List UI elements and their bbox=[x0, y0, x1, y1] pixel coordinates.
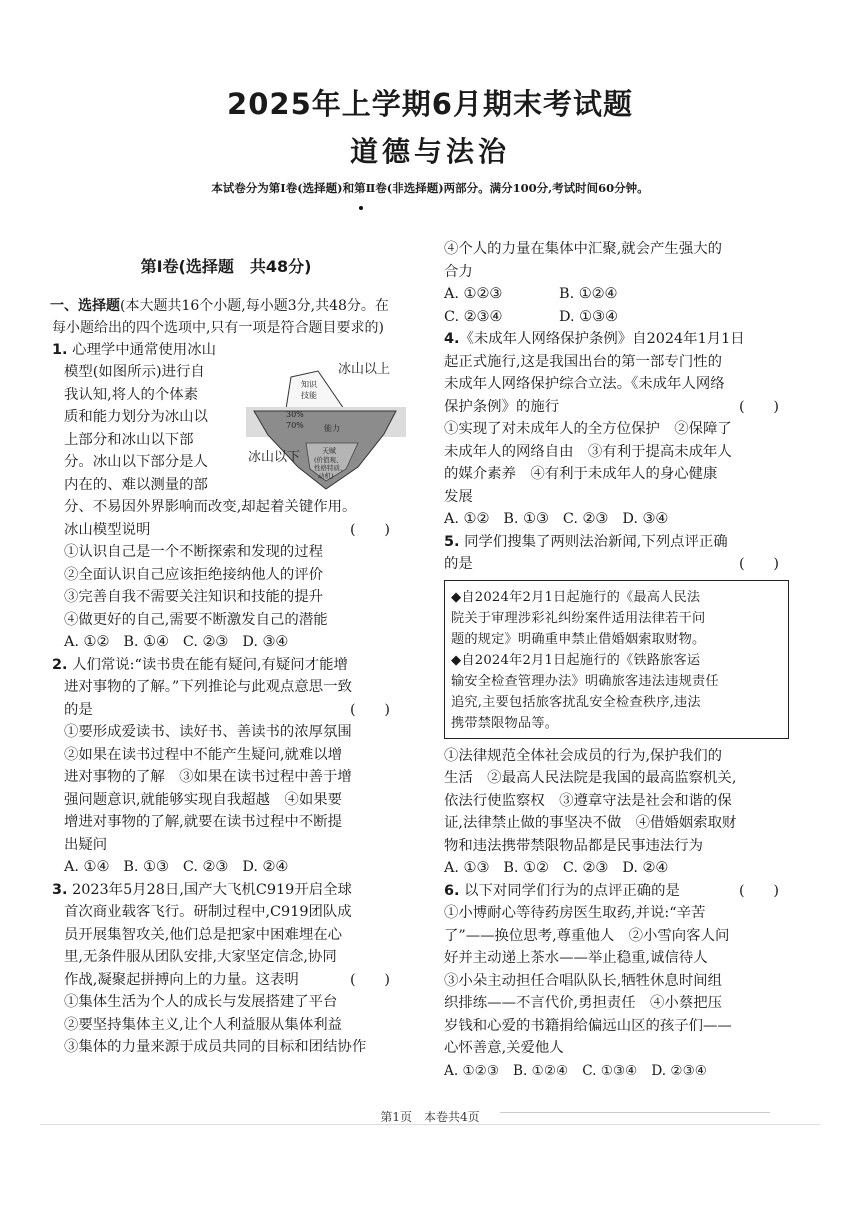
question-4 bbox=[444, 328, 789, 531]
statement: 织排练——不言代价,勇担责任 ④小蔡把压 bbox=[444, 995, 722, 1011]
question-number: 3. bbox=[52, 881, 68, 898]
option-c: C. ②③④ bbox=[444, 308, 503, 325]
question-text: 里,无条件服从团队安排,大家坚定信念,协同 bbox=[64, 949, 337, 965]
question-text: 进对事物的了解。”下列推论与此观点意思一致 bbox=[64, 679, 352, 695]
option-b: B. ①②④ bbox=[559, 286, 618, 302]
label-values: (价值观、 bbox=[314, 455, 343, 464]
options-row bbox=[52, 631, 400, 654]
question-text: 《未成年人网络保护条例》自2024年1月1日 bbox=[459, 331, 745, 347]
options-row bbox=[444, 508, 789, 531]
answer-parentheses: ( ) bbox=[349, 971, 390, 988]
answer-parentheses: ( ) bbox=[738, 882, 779, 899]
answer-parentheses: ( ) bbox=[738, 556, 779, 572]
option-a: A. ①③ bbox=[444, 860, 490, 876]
statement: ①认识自己是一个不断探索和发现的过程 bbox=[64, 544, 324, 560]
option-c: C. ②③ bbox=[562, 511, 609, 527]
option-b: B. ①④ bbox=[123, 634, 169, 650]
question-text: 未成年人网络保护综合立法。《未成年人网络 bbox=[444, 376, 725, 392]
question-text: 作战,凝聚起拼搏向上的力量。这表明 bbox=[64, 971, 299, 988]
question-number: 1. bbox=[52, 341, 68, 358]
label-30pct: 30% bbox=[286, 409, 304, 419]
statement: ①实现了对未成年人的全方位保护 ②保障了 bbox=[444, 421, 732, 437]
news-item-2: ◆自2024年2月1日起施行的《铁路旅客运 bbox=[451, 652, 701, 668]
iceberg-bottom-label: 冰山以下 bbox=[248, 449, 301, 465]
option-c: C. ②③ bbox=[182, 634, 229, 650]
exam-notice: 本试卷分为第Ⅰ卷(选择题)和第Ⅱ卷(非选择题)两部分。满分100分,考试时间60分钟。 bbox=[211, 181, 649, 195]
options-row bbox=[444, 306, 674, 329]
question-text: 的是 bbox=[64, 701, 93, 718]
news-item-1: 院关于审理涉彩礼纠纷案件适用法律若干问 bbox=[451, 610, 706, 626]
option-b: B. ①② bbox=[503, 860, 549, 876]
iceberg-diagram bbox=[246, 349, 406, 499]
option-d: D. ①③④ bbox=[559, 308, 618, 325]
statement: ④做更好的自己,需要不断激发自己的潜能 bbox=[64, 611, 328, 628]
option-d: D. ②③④ bbox=[651, 1062, 707, 1079]
option-a: A. ①②③ bbox=[444, 286, 503, 302]
question-text: 心理学中通常使用冰山 bbox=[72, 341, 216, 358]
option-d: D. ③④ bbox=[622, 511, 669, 527]
question-text: 以下对同学们行为的点评正确的是 bbox=[464, 882, 680, 899]
label-traits: 性格特质、 bbox=[314, 463, 347, 472]
question-text: 人们常说:“读书贵在能有疑问,有疑问才能增 bbox=[72, 656, 348, 673]
iceberg-tip-shape bbox=[286, 371, 344, 409]
label-70pct: 70% bbox=[286, 420, 304, 430]
part1-heading: 第Ⅰ卷(选择题 共48分) bbox=[140, 257, 312, 276]
statement: ③小朵主动担任合唱队队长,牺牲休息时间组 bbox=[444, 972, 722, 989]
statement: ①法律规范全体社会成员的行为,保护我们的 bbox=[444, 747, 722, 764]
statement: 发展 bbox=[444, 488, 473, 505]
right-column bbox=[444, 238, 789, 1082]
statement: 心怀善意,关爱他人 bbox=[444, 1040, 564, 1056]
label-skills: 技能 bbox=[301, 390, 317, 400]
statement: ②要坚持集体主义,让个人利益服从集体利益 bbox=[64, 1016, 342, 1033]
options-row bbox=[444, 283, 674, 306]
question-text: 的是 bbox=[444, 556, 473, 572]
statement: 出疑问 bbox=[64, 836, 108, 853]
label-talent: 天赋 bbox=[322, 446, 336, 455]
statement: 强问题意识,就能够实现自我超越 ④如果要 bbox=[64, 791, 342, 808]
statement: 证,法律禁止做的事坚决不做 ④借婚姻索取财 bbox=[444, 815, 737, 831]
answer-parentheses: ( ) bbox=[349, 521, 390, 538]
statement: 了”——换位思考,尊重他人 ②小雪向客人问 bbox=[444, 927, 730, 944]
question-text: 起正式施行,这是我国出台的第一部专门性的 bbox=[444, 353, 722, 370]
section-description: (本大题共16个小题,每小题3分,共48分。在每小题给出的四个选项中,只有一项是符合题目要求的) bbox=[52, 297, 389, 336]
question-6 bbox=[444, 880, 789, 1083]
question-text: 分、不易因外界影响而改变,却起着关键作用。 bbox=[64, 499, 357, 515]
question-number: 2. bbox=[52, 656, 68, 673]
statement: ②全面认识自己应该拒绝接纳他人的评价 bbox=[64, 566, 324, 583]
news-item-1: 题的规定》明确重申禁止借婚姻索取财物。 bbox=[451, 631, 706, 647]
statement: ③集体的力量来源于成员共同的目标和团结协作 bbox=[64, 1039, 367, 1055]
exam-title: 2025年上学期6月期末考试题 bbox=[227, 87, 633, 121]
news-item-1: ◆自2024年2月1日起施行的《最高人民法 bbox=[451, 589, 701, 605]
answer-parentheses: ( ) bbox=[349, 701, 390, 718]
statement: ②如果在读书过程中不能产生疑问,就难以增 bbox=[64, 746, 342, 763]
option-d: D. ②④ bbox=[242, 859, 289, 875]
question-text: 同学们搜集了两则法治新闻,下列点评正确 bbox=[464, 533, 728, 550]
question-text: 员开展集智攻关,他们总是把家中困难埋在心 bbox=[64, 926, 342, 943]
option-b: B. ①③ bbox=[503, 511, 549, 527]
question-text: 分。冰山以下部分是人 bbox=[64, 454, 208, 470]
statement: 增进对事物的了解,就要在读书过程中不断提 bbox=[64, 814, 342, 830]
iceberg-top-label: 冰山以上 bbox=[338, 361, 391, 377]
options-row bbox=[444, 857, 789, 880]
statement: ①小博耐心等待药房医生取药,并说:“辛苦 bbox=[444, 905, 706, 921]
question-number: 4. bbox=[444, 331, 460, 347]
statement: 物和违法携带禁限物品都是民事违法行为 bbox=[444, 837, 704, 854]
label-knowledge: 知识 bbox=[301, 379, 317, 389]
question-number: 6. bbox=[444, 882, 460, 899]
statement: ④个人的力量在集体中汇聚,就会产生强大的 bbox=[444, 241, 722, 257]
statement: 进对事物的了解 ③如果在读书过程中善于增 bbox=[64, 769, 352, 785]
section-heading bbox=[52, 295, 400, 339]
statement: 的媒介素养 ④有利于未成年人的身心健康 bbox=[444, 466, 718, 482]
statement: 合力 bbox=[444, 263, 473, 280]
question-text: 2023年5月28日,国产大飞机C919开启全球 bbox=[72, 881, 352, 898]
options-row bbox=[52, 856, 400, 879]
statement: ①集体生活为个人的成长与发展搭建了平台 bbox=[64, 994, 338, 1010]
section-label: 一、选择题 bbox=[50, 297, 120, 314]
statement: ③完善自我不需要关注知识和技能的提升 bbox=[64, 589, 324, 605]
question-text: 首次商业载客飞行。研制过程中,C919团队成 bbox=[64, 904, 352, 920]
question-2 bbox=[52, 654, 400, 879]
option-a: A. ①②③ bbox=[444, 1062, 500, 1079]
option-a: A. ①② bbox=[444, 511, 490, 527]
question-5 bbox=[444, 531, 789, 880]
statement: 岁钱和心爱的书籍捐给偏远山区的孩子们—— bbox=[444, 1017, 732, 1034]
options-row bbox=[444, 1060, 789, 1083]
statement: 好并主动递上茶水——举止稳重,诚信待人 bbox=[444, 950, 708, 966]
page-footer: 第1页 本卷共4页 bbox=[380, 1110, 480, 1124]
label-motive: 动机) bbox=[318, 471, 334, 480]
footer-divider bbox=[40, 1124, 820, 1125]
statement: ①要形成爱读书、读好书、善读书的浓厚氛围 bbox=[64, 724, 352, 740]
question-text: 冰山模型说明 bbox=[64, 521, 151, 538]
option-d: D. ②④ bbox=[622, 860, 669, 876]
label-ability: 能力 bbox=[324, 423, 340, 433]
question-text: 质和能力划分为冰山以 bbox=[64, 409, 208, 425]
left-column bbox=[52, 250, 400, 1059]
option-b: B. ①②④ bbox=[513, 1062, 569, 1079]
answer-parentheses: ( ) bbox=[738, 398, 779, 415]
subject-title: 道德与法治 bbox=[349, 135, 510, 168]
question-text: 我认知,将人的个体素 bbox=[64, 386, 199, 403]
statement: 未成年人的网络自由 ③有利于提高未成年人 bbox=[444, 443, 732, 460]
news-item-2: 携带禁限物品等。 bbox=[451, 715, 559, 731]
decorative-dot bbox=[359, 206, 363, 210]
option-b: B. ①③ bbox=[123, 859, 169, 875]
option-a: A. ①④ bbox=[64, 859, 110, 875]
option-a: A. ①② bbox=[64, 634, 110, 650]
option-c: C. ①③④ bbox=[582, 1062, 638, 1079]
question-1 bbox=[52, 339, 400, 654]
option-c: C. ②③ bbox=[562, 860, 609, 876]
news-box bbox=[444, 580, 789, 739]
question-text: 保护条例》的施行 bbox=[444, 398, 560, 415]
news-item-2: 输安全检查管理办法》明确旅客违法违规责任 bbox=[451, 673, 719, 689]
statement: 生活 ②最高人民法院是我国的最高监察机关, bbox=[444, 770, 737, 786]
question-number: 5. bbox=[444, 533, 460, 550]
option-d: D. ③④ bbox=[242, 634, 289, 650]
question-3 bbox=[52, 879, 400, 1059]
question-text: 模型(如图所示)进行自 bbox=[64, 364, 205, 380]
statement: 依法行使监察权 ③遵章守法是社会和谐的保 bbox=[444, 792, 732, 809]
option-c: C. ②③ bbox=[182, 859, 229, 875]
question-text: 内在的、难以测量的部 bbox=[64, 476, 208, 493]
news-item-2: 追究,主要包括旅客扰乱安全检查秩序,违法 bbox=[451, 694, 701, 710]
question-text: 上部分和冰山以下部 bbox=[64, 431, 194, 448]
